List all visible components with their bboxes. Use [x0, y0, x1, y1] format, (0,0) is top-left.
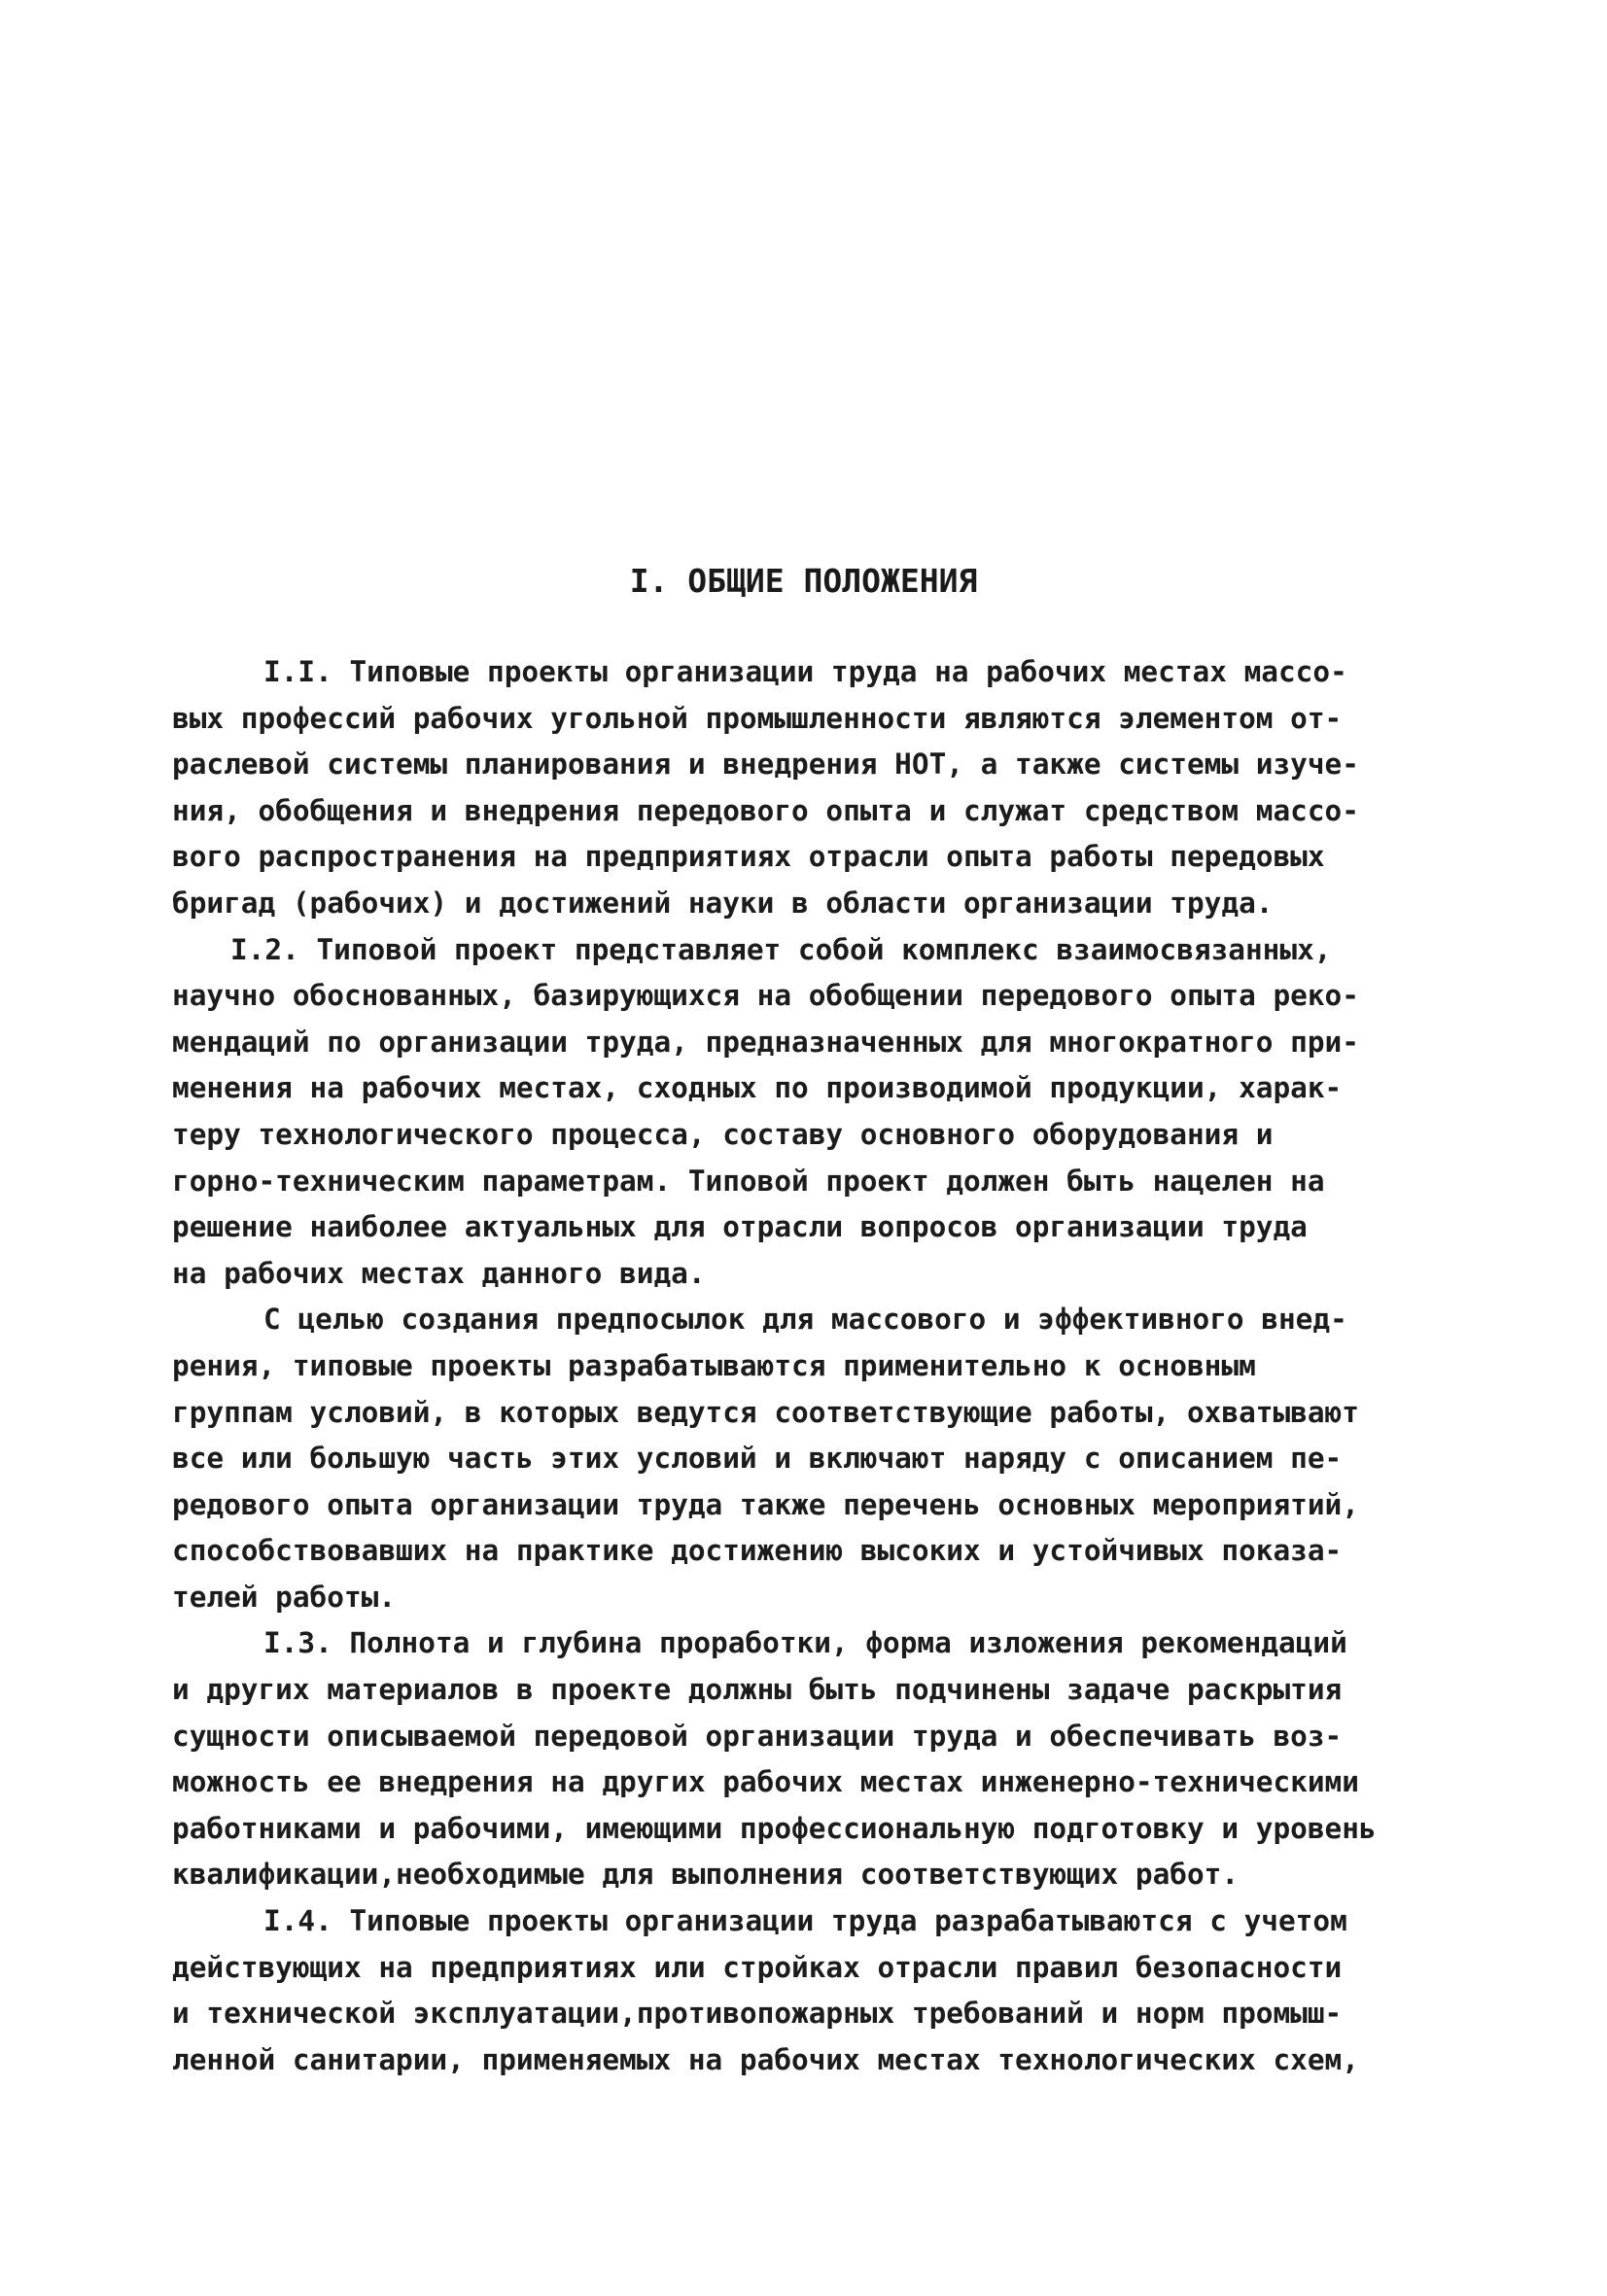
paragraph-line: бригад (рабочих) и достижений науки в области организации труда.	[172, 886, 1274, 920]
paragraph-line: редового опыта организации труда также перечень основных мероприятий,	[172, 1487, 1359, 1521]
section-heading: I. ОБЩИЕ ПОЛОЖЕНИЯ	[629, 562, 978, 600]
paragraph-line: вого распространения на предприятиях отрасли опыта работы передовых	[172, 840, 1325, 874]
body-text	[172, 649, 1504, 2083]
paragraph-line: I.4. Типовые проекты организации труда разрабатываются с учетом	[263, 1904, 1347, 1938]
paragraph-line: С целью создания предпосылок для массового и эффективного внед-	[263, 1303, 1347, 1337]
paragraph-line: I.2. Типовой проект представляет собой комплекс взаимосвязанных,	[230, 932, 1332, 966]
paragraph-line: все или большую часть этих условий и включают наряду с описанием пе-	[172, 1442, 1343, 1476]
paragraph-line: рения, типовые проекты разрабатываются применительно к основным	[172, 1348, 1256, 1382]
paragraph-line: научно обоснованных, базирующихся на обобщении передового опыта реко-	[172, 979, 1359, 1013]
paragraph-line: I.I. Типовые проекты организации труда на рабочих местах массо-	[263, 655, 1347, 688]
paragraph-line: горно-техническим параметрам. Типовой проект должен быть нацелен на	[172, 1164, 1325, 1198]
paragraph-line: теру технологического процесса, составу основного оборудования и	[172, 1117, 1274, 1151]
paragraph-line: I.3. Полнота и глубина проработки, форма изложения рекомендаций	[263, 1626, 1347, 1660]
paragraph-line: группам условий, в которых ведутся соответствующие работы, охватывают	[172, 1395, 1359, 1429]
paragraph-line: ленной санитарии, применяемых на рабочих местах технологических схем,	[172, 2042, 1359, 2076]
paragraph-line: вых профессий рабочих угольной промышленности являются элементом от-	[172, 701, 1343, 735]
paragraph-line: мендаций по организации труда, предназначенных для многократного при-	[172, 1025, 1359, 1059]
paragraph-line: телей работы.	[172, 1580, 397, 1614]
paragraph-line: на рабочих местах данного вида.	[172, 1256, 706, 1290]
paragraph-line: ния, обобщения и внедрения передового опыта и служат средством массо-	[172, 793, 1359, 827]
paragraph-line: сущности описываемой передовой организации труда и обеспечивать воз-	[172, 1719, 1343, 1753]
paragraph-line: решение наиболее актуальных для отрасли вопросов организации труда	[172, 1210, 1308, 1244]
paragraph-line: способствовавших на практике достижению высоких и устойчивых показа-	[172, 1534, 1343, 1568]
paragraph-line: раслевой системы планирования и внедрения НОТ, а также системы изуче-	[172, 748, 1359, 782]
paragraph-line: действующих на предприятиях или стройках отрасли правил безопасности	[172, 1950, 1343, 1984]
paragraph-line: и технической эксплуатации,противопожарных требований и норм промыш-	[172, 1997, 1343, 2031]
paragraph-line: квалификации,необходимые для выполнения соответствующих работ.	[172, 1858, 1240, 1892]
paragraph-line: менения на рабочих местах, сходных по производимой продукции, харак-	[172, 1071, 1343, 1105]
paragraph-line: и других материалов в проекте должны быть подчинены задаче раскрытия	[172, 1673, 1343, 1707]
paragraph-line: можность ее внедрения на других рабочих местах инженерно-техническими	[172, 1765, 1359, 1799]
paragraph-line: работниками и рабочими, имеющими профессиональную подготовку и уровень	[172, 1811, 1377, 1845]
